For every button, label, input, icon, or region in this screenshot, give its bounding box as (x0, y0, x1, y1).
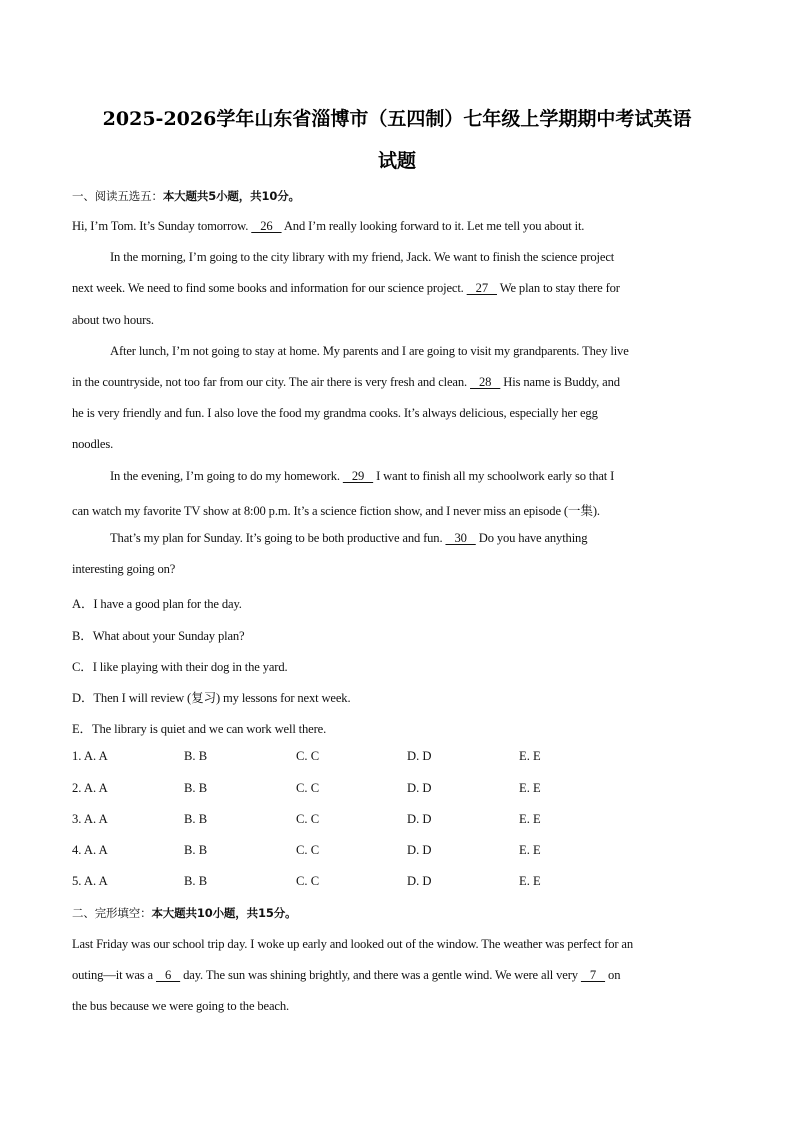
answer-choice[interactable]: 5. A. A (72, 874, 108, 888)
answer-choice[interactable]: C. C (296, 874, 320, 888)
answer-choice[interactable]: E. E (519, 812, 541, 826)
option-e: E．The library is quiet and we can work well there. (72, 722, 327, 736)
blank-26: 26 (251, 219, 282, 233)
answer-choice[interactable]: 2. A. A (72, 781, 108, 795)
option-d: D．Then I will review (复习) my lessons for next week. (72, 691, 351, 705)
passage-line: in the countryside, not too far from our city. The air there is very fresh and clean. 28 His name is Buddy, and (72, 375, 620, 389)
blank-6: 6 (156, 968, 181, 982)
blank-28: 28 (470, 375, 501, 389)
answer-choice[interactable]: D. D (407, 812, 432, 826)
passage-line: noodles. (72, 437, 114, 451)
answer-choice[interactable]: 1. A. A (72, 749, 108, 763)
answer-choice[interactable]: B. B (184, 749, 208, 763)
passage-line: outing—it was a 6 day. The sun was shining brightly, and there was a gentle wind. We were all very 7 on (72, 968, 621, 982)
answer-choice[interactable]: B. B (184, 781, 208, 795)
blank-27: 27 (466, 281, 497, 295)
answer-choice[interactable]: B. B (184, 812, 208, 826)
blank-29: 29 (342, 469, 374, 483)
answer-choice[interactable]: C. C (296, 812, 320, 826)
answer-choice[interactable]: C. C (296, 749, 320, 763)
option-b: B．What about your Sunday plan? (72, 629, 245, 643)
answer-choice[interactable]: B. B (184, 874, 208, 888)
answer-choice[interactable]: E. E (519, 874, 541, 888)
page-title-continued: 试题 (377, 150, 416, 172)
passage-line: After lunch, I’m not going to stay at home. My parents and I are going to visit my grandparents. They live (110, 344, 629, 358)
page-title: 2025-2026学年山东省淄博市（五四制）七年级上学期期中考试英语 (102, 108, 692, 130)
answer-choice[interactable]: E. E (519, 749, 541, 763)
answer-choice[interactable]: E. E (519, 843, 541, 857)
passage-line: In the evening, I’m going to do my homework. 29 I want to finish all my schoolwork early so that I (110, 469, 615, 483)
passage-line: In the morning, I’m going to the city library with my friend, Jack. We want to finish the science project (110, 250, 615, 264)
passage-line: Hi, I’m Tom. It’s Sunday tomorrow. 26 And I’m really looking forward to it. Let me tell you about it. (72, 219, 585, 233)
option-c: C．I like playing with their dog in the yard. (72, 660, 288, 674)
passage-line: can watch my favorite TV show at 8:00 p.m. It’s a science fiction show, and I never miss an episode (一集). (72, 504, 600, 518)
answer-choice[interactable]: C. C (296, 843, 320, 857)
answer-choice[interactable]: D. D (407, 843, 432, 857)
answer-choice[interactable]: 4. A. A (72, 843, 108, 857)
passage-line: he is very friendly and fun. I also love the food my grandma cooks. It’s always delicious, especially her egg (72, 406, 598, 420)
passage-line: interesting going on? (72, 562, 176, 576)
passage-line: Last Friday was our school trip day. I woke up early and looked out of the window. The weather was perfect for an (72, 937, 634, 951)
passage-line: the bus because we were going to the beach. (72, 999, 290, 1013)
passage-line: That’s my plan for Sunday. It’s going to be both productive and fun. 30 Do you have anything (110, 531, 588, 545)
passage-line: next week. We need to find some books and information for our science project. 27 We plan to stay there for (72, 281, 620, 295)
section-heading-reading: 一、阅读五选五：本大题共5小题，共10分。 (72, 189, 300, 203)
answer-choice[interactable]: D. D (407, 781, 432, 795)
answer-choice[interactable]: D. D (407, 749, 432, 763)
passage-line: about two hours. (72, 313, 154, 327)
section-heading-cloze: 二、完形填空：本大题共10小题，共15分。 (72, 906, 297, 920)
blank-30: 30 (445, 531, 476, 545)
blank-7: 7 (580, 968, 606, 982)
answer-choice[interactable]: C. C (296, 781, 320, 795)
answer-choice[interactable]: D. D (407, 874, 432, 888)
answer-choice[interactable]: E. E (519, 781, 541, 795)
answer-choice[interactable]: B. B (184, 843, 208, 857)
option-a: A．I have a good plan for the day. (72, 597, 242, 611)
answer-choice[interactable]: 3. A. A (72, 812, 108, 826)
